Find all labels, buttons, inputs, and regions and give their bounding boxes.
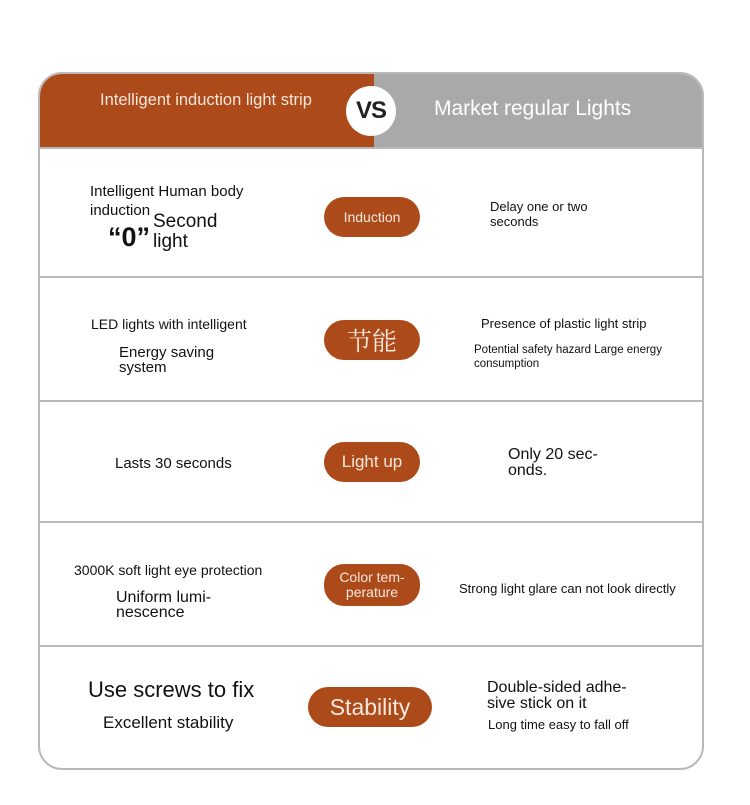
row-energy-right-text: Presence of plastic light strip <box>481 316 647 331</box>
comparison-row-energy <box>40 276 702 401</box>
comparison-row-color-temperature <box>40 521 702 646</box>
badge-induction: Induction <box>324 197 420 237</box>
comparison-row-induction <box>40 147 702 278</box>
row-light-up-right-text: Only 20 sec- onds. <box>508 446 598 479</box>
badge-color-temperature: Color tem- perature <box>324 564 420 606</box>
row-stability-right-text: Double-sided adhe- sive stick on it <box>487 679 627 712</box>
header-right-title: Market regular Lights <box>434 97 632 120</box>
row-stability-right-subtext: Long time easy to fall off <box>488 717 629 732</box>
row-color-left-text: 3000K soft light eye protection <box>74 562 263 578</box>
row-induction-left-text: Intelligent Human body induction <box>90 183 244 219</box>
header-left-panel <box>40 74 374 147</box>
row-energy-left-subtext: Energy saving system <box>119 344 215 376</box>
row-stability-left-text: Use screws to fix <box>88 677 255 702</box>
badge-energy-saving: 节能 <box>324 320 420 360</box>
badge-stability: Stability <box>308 687 432 727</box>
comparison-row-stability <box>40 645 702 770</box>
row-color-left-subtext: Uniform lumi- nescence <box>116 589 212 621</box>
row-stability-left-subtext: Excellent stability <box>103 713 234 732</box>
row-induction-right-text: Delay one or two seconds <box>490 199 588 229</box>
comparison-header <box>40 74 702 147</box>
header-left-title: Intelligent induction light strip <box>100 91 312 109</box>
row-light-up-left-text: Lasts 30 seconds <box>115 455 232 472</box>
header-right-panel <box>374 74 702 147</box>
row-color-right-text: Strong light glare can not look directly <box>459 581 676 596</box>
row-energy-right-subtext: Potential safety hazard Large energy consumption <box>474 344 662 370</box>
badge-light-up: Light up <box>324 442 420 482</box>
row-energy-left-text: LED lights with intelligent <box>91 316 247 332</box>
comparison-card <box>38 72 704 770</box>
comparison-row-light-up <box>40 400 702 522</box>
vs-badge: VS <box>346 86 396 136</box>
row-induction-zero: “0” <box>108 222 151 252</box>
row-induction-second-light: Second light <box>153 211 218 252</box>
